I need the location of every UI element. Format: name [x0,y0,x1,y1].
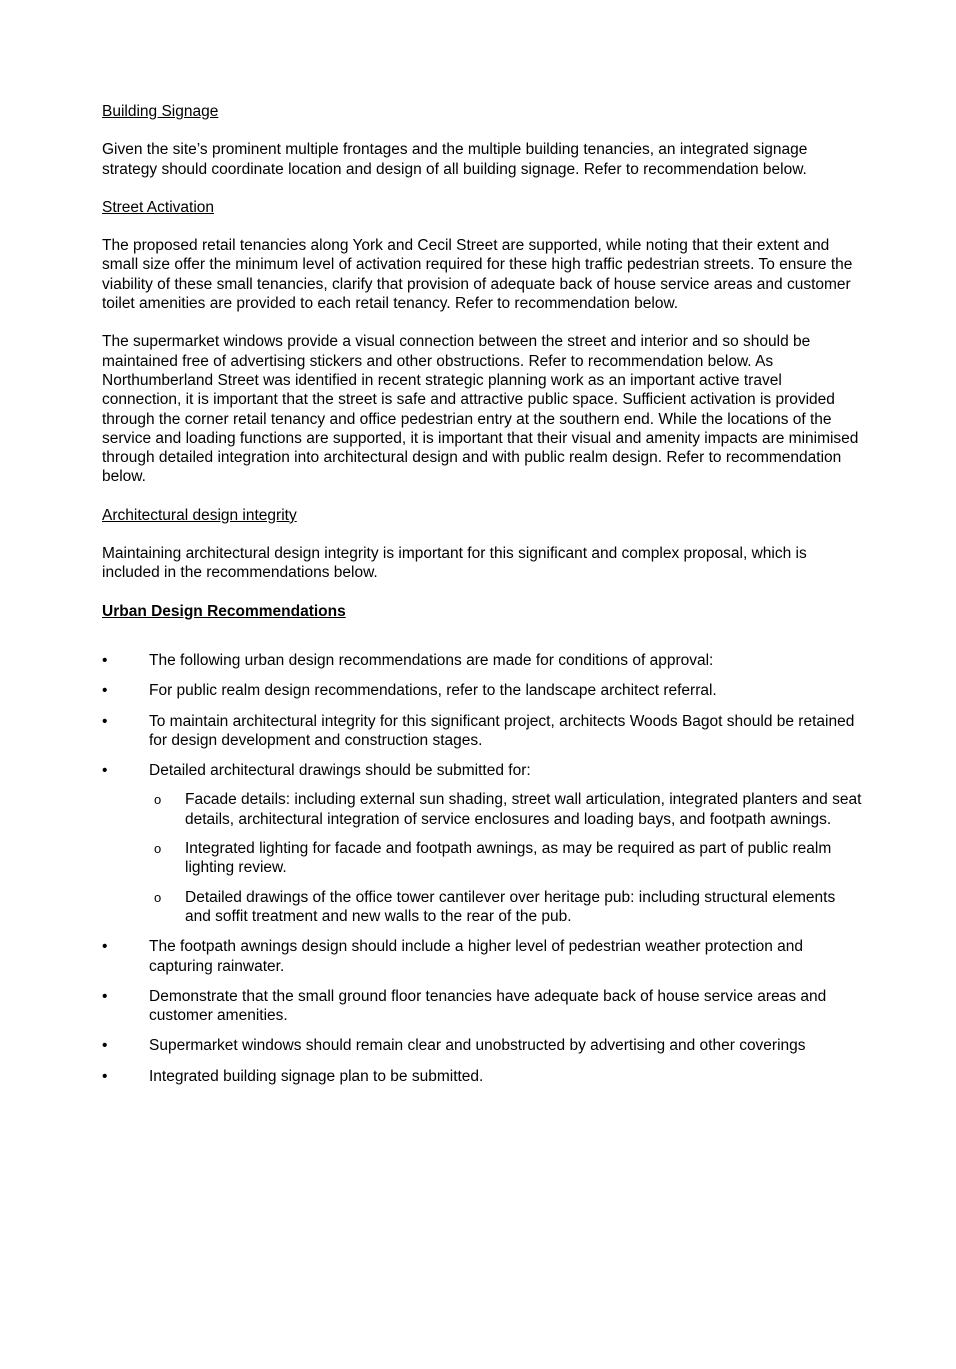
bullet-icon: • [102,938,108,956]
list-item-text: The footpath awnings design should include a higher level of pedestrian weather protection and capturing rainwater. [149,938,804,975]
list-item [102,651,862,670]
heading-building-signage: Building Signage [102,103,219,120]
sub-list-item [149,839,862,878]
list-item [102,987,862,1026]
bullet-icon: • [102,712,108,730]
sub-list-item [149,790,862,829]
bullet-icon: • [102,762,108,780]
circle-bullet-icon: o [154,792,162,808]
bullet-icon: • [102,1067,108,1085]
circle-bullet-icon: o [154,889,162,905]
recommendations-list [102,651,862,1086]
heading-architectural-design-integrity: Architectural design integrity [102,506,297,524]
list-item-text: Integrated building signage plan to be submitted. [149,1067,484,1085]
sub-list-item-text: Facade details: including external sun shading, street wall articulation, integrated planters and seat details, architectural integration of service enclosures and loading bays, and footpath awnings. [185,791,862,828]
list-item [102,1067,862,1086]
list-item-text: The following urban design recommendations are made for conditions of approval: [149,651,714,669]
bullet-icon: • [102,682,108,700]
heading-urban-design-recommendations: Urban Design Recommendations [102,602,346,620]
sub-list [149,790,862,926]
list-item-text: Demonstrate that the small ground floor tenancies have adequate back of house service areas and customer amenities. [149,987,827,1025]
list-item-text: Detailed architectural drawings should be submitted for: [149,762,531,780]
list-item [102,761,862,926]
bullet-icon: • [102,987,108,1005]
sub-list-item-text: Detailed drawings of the office tower cantilever over heritage pub: including structural elements and soffit treatment and new walls to the rear of the pub. [185,888,836,925]
list-item [102,712,862,751]
bullet-icon: • [102,1037,108,1055]
paragraph: Given the site’s prominent multiple frontages and the multiple building tenancies, an integrated signage strategy should coordinate location and design of all building signage. Refer to recommendation below. [102,141,808,178]
list-item [102,937,862,976]
paragraph: The supermarket windows provide a visual connection between the street and interior and so should be maintained free of advertising stickers and other obstructions. Refer to recommendation below. As Northumberland Street was identified in recent strategic planning work as an important active travel connection, it is important that the street is safe and attractive public space. Sufficient activation is provided through the corner retail tenancy and office pedestrian entry at the southern end. While the locations of the service and loading functions are supported, it is important that their visual and amenity impacts are minimised through detailed integration into architectural design and with public realm design. Refer to recommendation below. [102,333,859,486]
list-item-text: Supermarket windows should remain clear and unobstructed by advertising and other coverings [149,1037,806,1055]
circle-bullet-icon: o [154,841,162,857]
list-item [102,681,862,700]
list-item [102,1036,862,1055]
document-page [102,102,862,1086]
paragraph: The proposed retail tenancies along York and Cecil Street are supported, while noting that their extent and small size offer the minimum level of activation required for these high traffic pedestrian streets. To ensure the viability of these small tenancies, clarify that provision of adequate back of house service areas and customer toilet amenities are provided to each retail tenancy. Refer to recommendation below. [102,237,853,313]
list-item-text: To maintain architectural integrity for this significant project, architects Woods Bagot should be retained for design development and construction stages. [149,712,855,749]
sub-list-item-text: Integrated lighting for facade and footpath awnings, as may be required as part of public realm lighting review. [185,840,832,877]
list-item-text: For public realm design recommendations, refer to the landscape architect referral. [149,682,717,700]
heading-street-activation: Street Activation [102,198,215,216]
paragraph: Maintaining architectural design integrity is important for this significant and complex proposal, which is included in the recommendations below. [102,545,807,582]
sub-list-item [149,888,862,927]
bullet-icon: • [102,651,108,669]
